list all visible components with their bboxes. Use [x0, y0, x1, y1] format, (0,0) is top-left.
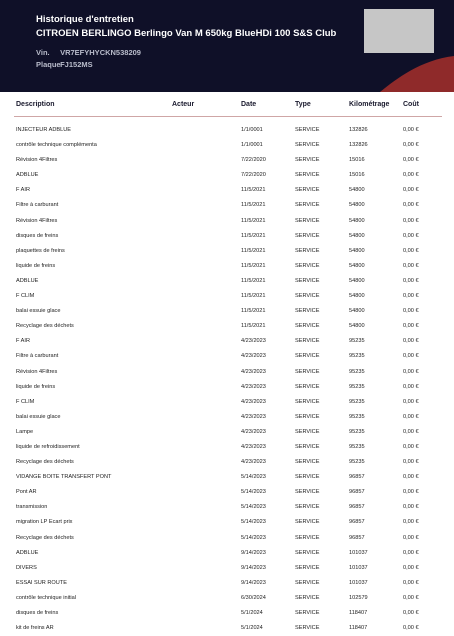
- row-date: 11/5/2021: [241, 323, 266, 330]
- table-row: [14, 606, 442, 621]
- row-type: SERVICE: [295, 579, 320, 586]
- row-date: 5/14/2023: [241, 504, 266, 511]
- row-mileage: 95235: [349, 353, 365, 360]
- vin-label: Vin.: [36, 48, 50, 57]
- row-cost: 0,00 €: [403, 579, 419, 586]
- row-type: SERVICE: [295, 142, 320, 149]
- row-date: 11/5/2021: [241, 202, 266, 209]
- row-date: 5/14/2023: [241, 474, 266, 481]
- row-description: ADBLUE: [16, 277, 39, 284]
- row-cost: 0,00 €: [403, 368, 419, 375]
- row-description: transmission: [16, 504, 48, 511]
- table-header: [14, 97, 442, 117]
- table-row: [14, 485, 442, 500]
- row-description: ADBLUE: [16, 172, 39, 179]
- row-cost: 0,00 €: [403, 519, 419, 526]
- row-cost: 0,00 €: [403, 202, 419, 209]
- row-type: SERVICE: [295, 277, 320, 284]
- table-row: [14, 621, 442, 636]
- row-mileage: 54800: [349, 308, 365, 315]
- row-date: 11/5/2021: [241, 293, 266, 300]
- row-date: 11/5/2021: [241, 232, 266, 239]
- row-date: 11/5/2021: [241, 308, 266, 315]
- row-type: SERVICE: [295, 519, 320, 526]
- row-mileage: 95235: [349, 383, 365, 390]
- row-description: Pont AR: [16, 489, 37, 496]
- row-cost: 0,00 €: [403, 383, 419, 390]
- table-row: [14, 349, 442, 364]
- table-row: [14, 395, 442, 410]
- row-date: 4/23/2023: [241, 459, 266, 466]
- row-mileage: 95235: [349, 443, 365, 450]
- row-description: INJECTEUR ADBLUE: [16, 127, 72, 133]
- row-cost: 0,00 €: [403, 232, 419, 239]
- row-description: F AIR: [16, 187, 30, 194]
- row-type: SERVICE: [295, 247, 320, 254]
- row-cost: 0,00 €: [403, 594, 419, 601]
- table-row: [14, 380, 442, 395]
- row-cost: 0,00 €: [403, 277, 419, 284]
- row-date: 11/5/2021: [241, 277, 266, 284]
- row-mileage: 54800: [349, 293, 365, 300]
- row-date: 1/1/0001: [241, 142, 263, 149]
- row-date: 1/1/0001: [241, 127, 263, 133]
- row-mileage: 132826: [349, 142, 368, 149]
- row-description: contrôle technique initial: [16, 594, 77, 601]
- row-cost: 0,00 €: [403, 308, 419, 315]
- table-row: [14, 410, 442, 425]
- table-body: [14, 123, 442, 636]
- row-cost: 0,00 €: [403, 323, 419, 330]
- row-type: SERVICE: [295, 428, 320, 435]
- row-description: F CLIM: [16, 293, 35, 300]
- table-row: [14, 153, 442, 168]
- row-description: contrôle technique complémenta: [16, 142, 97, 149]
- row-cost: 0,00 €: [403, 247, 419, 254]
- row-type: SERVICE: [295, 293, 320, 300]
- table-row: [14, 214, 442, 229]
- row-date: 4/23/2023: [241, 428, 266, 435]
- row-cost: 0,00 €: [403, 549, 419, 556]
- table-row: [14, 334, 442, 349]
- row-description: liquide de freins: [16, 262, 56, 269]
- row-date: 11/5/2021: [241, 187, 266, 194]
- row-description: migration LP Ecart prix: [16, 519, 73, 526]
- row-date: 5/14/2023: [241, 534, 266, 541]
- table-row: [14, 198, 442, 213]
- row-mileage: 15016: [349, 157, 365, 164]
- row-date: 4/23/2023: [241, 413, 266, 420]
- row-description: ADBLUE: [16, 549, 39, 556]
- logo-placeholder: [364, 9, 434, 53]
- row-cost: 0,00 €: [403, 217, 419, 224]
- row-cost: 0,00 €: [403, 474, 419, 481]
- row-mileage: 132826: [349, 127, 368, 133]
- row-description: F AIR: [16, 338, 30, 345]
- row-date: 9/14/2023: [241, 549, 266, 556]
- row-description: kit de freins AR: [16, 625, 54, 632]
- row-type: SERVICE: [295, 323, 320, 330]
- row-mileage: 101037: [349, 549, 368, 556]
- row-description: VIDANGE BOITE TRANSFERT PONT: [16, 474, 112, 481]
- row-type: SERVICE: [295, 625, 320, 632]
- row-cost: 0,00 €: [403, 157, 419, 164]
- row-type: SERVICE: [295, 262, 320, 269]
- row-date: 4/23/2023: [241, 338, 266, 345]
- row-cost: 0,00 €: [403, 127, 419, 133]
- table-row: [14, 138, 442, 153]
- row-type: SERVICE: [295, 549, 320, 556]
- row-mileage: 96857: [349, 519, 365, 526]
- table-row: [14, 365, 442, 380]
- row-description: plaquettes de freins: [16, 247, 65, 254]
- table-row: [14, 531, 442, 546]
- row-date: 7/22/2020: [241, 157, 266, 164]
- row-type: SERVICE: [295, 534, 320, 541]
- row-type: SERVICE: [295, 398, 320, 405]
- plate-line: [36, 60, 93, 69]
- row-type: SERVICE: [295, 172, 320, 179]
- table-row: [14, 500, 442, 515]
- row-mileage: 101037: [349, 564, 368, 571]
- vehicle-name: CITROEN BERLINGO Berlingo Van M 650kg BlueHDi 100 S&S Club: [36, 28, 337, 39]
- table-row: [14, 244, 442, 259]
- row-mileage: 54800: [349, 202, 365, 209]
- row-description: Filtre à carburant: [16, 202, 59, 209]
- plate-label: Plaque: [36, 60, 61, 69]
- row-cost: 0,00 €: [403, 610, 419, 616]
- row-date: 4/23/2023: [241, 398, 266, 405]
- row-mileage: 95235: [349, 413, 365, 420]
- row-type: SERVICE: [295, 459, 320, 466]
- row-mileage: 54800: [349, 323, 365, 330]
- row-type: SERVICE: [295, 610, 320, 616]
- row-description: Révision 4Filtres: [16, 157, 58, 164]
- row-type: SERVICE: [295, 217, 320, 224]
- row-mileage: 118407: [349, 625, 368, 632]
- row-mileage: 96857: [349, 504, 365, 511]
- row-type: SERVICE: [295, 353, 320, 360]
- page-title: Historique d'entretien: [36, 14, 134, 25]
- table-row: [14, 289, 442, 304]
- row-description: F CLIM: [16, 398, 35, 405]
- table-row: [14, 455, 442, 470]
- row-cost: 0,00 €: [403, 504, 419, 511]
- table-row: [14, 576, 442, 591]
- col-cost: Coût: [403, 101, 419, 108]
- table-row: [14, 319, 442, 334]
- row-description: liquide de freins: [16, 383, 56, 390]
- table-row: [14, 259, 442, 274]
- row-date: 7/22/2020: [241, 172, 266, 179]
- vin-value: VR7EFYHYCKN538209: [60, 48, 141, 57]
- row-mileage: 96857: [349, 489, 365, 496]
- row-type: SERVICE: [295, 594, 320, 601]
- row-cost: 0,00 €: [403, 625, 419, 632]
- row-description: Recyclage des déchets: [16, 459, 74, 466]
- row-cost: 0,00 €: [403, 564, 419, 571]
- row-mileage: 95235: [349, 338, 365, 345]
- row-type: SERVICE: [295, 383, 320, 390]
- table-row: [14, 168, 442, 183]
- row-date: 11/5/2021: [241, 217, 266, 224]
- page-header: [0, 0, 454, 92]
- row-type: SERVICE: [295, 443, 320, 450]
- table-row: [14, 183, 442, 198]
- row-cost: 0,00 €: [403, 293, 419, 300]
- table-row: [14, 425, 442, 440]
- row-description: DIVERS: [16, 564, 37, 571]
- row-description: disques de freins: [16, 610, 59, 616]
- row-type: SERVICE: [295, 413, 320, 420]
- col-actor: Acteur: [172, 101, 195, 108]
- row-cost: 0,00 €: [403, 187, 419, 194]
- row-description: disques de freins: [16, 232, 59, 239]
- table-row: [14, 274, 442, 289]
- table-row: [14, 591, 442, 606]
- row-description: balai essuie glace: [16, 413, 61, 420]
- row-date: 4/23/2023: [241, 368, 266, 375]
- table-row: [14, 304, 442, 319]
- row-cost: 0,00 €: [403, 172, 419, 179]
- row-description: liquide de refroidissement: [16, 443, 80, 450]
- row-description: Filtre à carburant: [16, 353, 59, 360]
- table-row: [14, 229, 442, 244]
- col-date: Date: [241, 101, 257, 108]
- row-mileage: 54800: [349, 187, 365, 194]
- row-cost: 0,00 €: [403, 398, 419, 405]
- row-type: SERVICE: [295, 232, 320, 239]
- row-mileage: 118407: [349, 610, 368, 616]
- row-cost: 0,00 €: [403, 142, 419, 149]
- row-cost: 0,00 €: [403, 262, 419, 269]
- row-mileage: 96857: [349, 534, 365, 541]
- row-mileage: 102579: [349, 594, 368, 601]
- row-mileage: 95235: [349, 368, 365, 375]
- row-type: SERVICE: [295, 368, 320, 375]
- row-mileage: 54800: [349, 262, 365, 269]
- table-row: [14, 561, 442, 576]
- row-type: SERVICE: [295, 474, 320, 481]
- row-type: SERVICE: [295, 127, 320, 133]
- row-cost: 0,00 €: [403, 413, 419, 420]
- row-mileage: 95235: [349, 398, 365, 405]
- table-row: [14, 470, 442, 485]
- col-mileage: Kilométrage: [349, 101, 390, 108]
- col-description: Description: [16, 101, 55, 108]
- vin-line: [36, 48, 141, 57]
- table-row: [14, 123, 442, 138]
- row-date: 4/23/2023: [241, 383, 266, 390]
- row-cost: 0,00 €: [403, 353, 419, 360]
- row-description: ESSAI SUR ROUTE: [16, 579, 67, 586]
- row-description: Révision 4Filtres: [16, 368, 58, 375]
- row-date: 5/14/2023: [241, 519, 266, 526]
- table-row: [14, 440, 442, 455]
- row-date: 11/5/2021: [241, 262, 266, 269]
- row-date: 11/5/2021: [241, 247, 266, 254]
- row-description: balai essuie glace: [16, 308, 61, 315]
- row-cost: 0,00 €: [403, 443, 419, 450]
- table-row: [14, 515, 442, 530]
- row-type: SERVICE: [295, 202, 320, 209]
- row-mileage: 54800: [349, 247, 365, 254]
- row-date: 9/14/2023: [241, 579, 266, 586]
- row-type: SERVICE: [295, 564, 320, 571]
- table-row: [14, 546, 442, 561]
- row-date: 5/1/2024: [241, 610, 263, 616]
- row-cost: 0,00 €: [403, 459, 419, 466]
- row-mileage: 15016: [349, 172, 365, 179]
- row-type: SERVICE: [295, 338, 320, 345]
- col-type: Type: [295, 101, 311, 108]
- row-date: 4/23/2023: [241, 353, 266, 360]
- row-mileage: 96857: [349, 474, 365, 481]
- row-cost: 0,00 €: [403, 534, 419, 541]
- row-mileage: 95235: [349, 428, 365, 435]
- row-cost: 0,00 €: [403, 428, 419, 435]
- row-type: SERVICE: [295, 504, 320, 511]
- row-type: SERVICE: [295, 489, 320, 496]
- row-type: SERVICE: [295, 308, 320, 315]
- row-description: Révision 4Filtres: [16, 217, 58, 224]
- row-mileage: 95235: [349, 459, 365, 466]
- row-date: 6/30/2024: [241, 594, 266, 601]
- plate-value: FJ152MS: [60, 60, 93, 69]
- row-description: Recyclage des déchets: [16, 323, 74, 330]
- row-mileage: 54800: [349, 217, 365, 224]
- row-cost: 0,00 €: [403, 338, 419, 345]
- row-date: 4/23/2023: [241, 443, 266, 450]
- row-date: 9/14/2023: [241, 564, 266, 571]
- row-mileage: 101037: [349, 579, 368, 586]
- row-description: Recyclage des déchets: [16, 534, 74, 541]
- row-mileage: 54800: [349, 277, 365, 284]
- row-description: Lampe: [16, 428, 34, 435]
- row-type: SERVICE: [295, 187, 320, 194]
- row-cost: 0,00 €: [403, 489, 419, 496]
- row-date: 5/14/2023: [241, 489, 266, 496]
- row-mileage: 54800: [349, 232, 365, 239]
- row-type: SERVICE: [295, 157, 320, 164]
- row-date: 5/1/2024: [241, 625, 263, 632]
